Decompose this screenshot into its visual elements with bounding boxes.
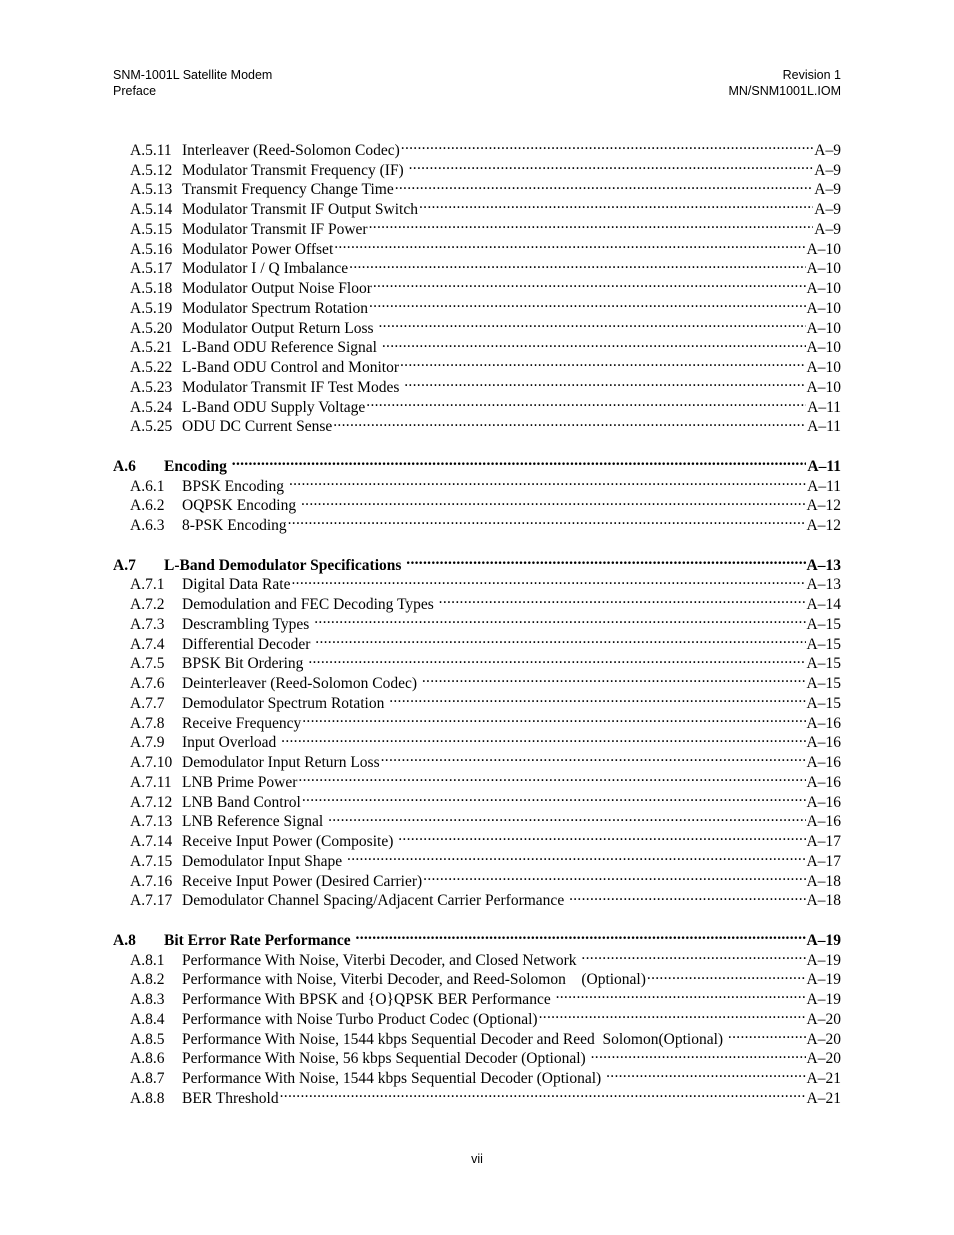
toc-entry-title: Demodulator Input Return Loss <box>182 754 380 771</box>
toc-entry-title: Receive Input Power (Composite) <box>182 833 398 850</box>
toc-entry-page: A–18 <box>806 892 841 910</box>
toc-dot-leader <box>289 471 806 491</box>
toc-entry-number: A.7.15 <box>130 852 173 870</box>
toc-entry-number: A.5.20 <box>130 319 173 337</box>
toc-entry-number: A.8.3 <box>130 991 165 1008</box>
toc-entry-title: Modulator Spectrum Rotation <box>182 299 368 317</box>
toc-entry-number: A.5.16 <box>130 240 173 258</box>
toc-entry-number: A.7.17 <box>130 892 173 910</box>
toc-entry-number: A.7.7 <box>130 694 165 712</box>
toc-dot-leader <box>647 965 806 985</box>
toc-entry-page: A–9 <box>814 201 841 218</box>
toc-entry[interactable] <box>113 135 841 159</box>
toc-entry-number: A.7 <box>113 556 136 574</box>
toc-entry-number: A.8.1 <box>130 951 165 969</box>
toc-entry-number: A.7.13 <box>130 813 173 831</box>
toc-dot-leader <box>556 984 806 1004</box>
toc-entry-page: A–16 <box>806 773 841 791</box>
toc-entry-title: LNB Band Control <box>182 793 301 811</box>
toc-entry-number: A.5.13 <box>130 181 173 199</box>
toc-entry-title: BPSK Encoding <box>182 477 288 495</box>
toc-entry-title: Input Overload <box>182 734 281 752</box>
toc-entry-page: A–16 <box>806 714 841 732</box>
toc-entry-title: Deinterleaver (Reed-Solomon Codec) <box>182 675 421 692</box>
toc-entry-page: A–16 <box>806 734 841 752</box>
section-name: Preface <box>113 84 157 98</box>
toc-entry-page: A–15 <box>806 655 841 673</box>
toc-dot-leader <box>581 945 805 965</box>
toc-dot-leader <box>400 352 806 372</box>
toc-entry-title: L-Band Demodulator Specifications <box>164 556 406 574</box>
toc-entry-page: A–10 <box>806 319 841 337</box>
toc-dot-leader <box>369 214 814 234</box>
toc-entry-title: Performance with Noise Turbo Product Codec (Optional) <box>182 1010 538 1028</box>
toc-dot-leader <box>232 451 807 471</box>
toc-entry-title: Modulator I / Q Imbalance <box>182 260 349 278</box>
toc-entry-title: Digital Data Rate <box>182 576 291 594</box>
toc-entry-title: Transmit Frequency Change Time <box>182 181 394 199</box>
toc-entry-number: A.8.6 <box>130 1050 165 1068</box>
toc-entry-number: A.5.15 <box>130 220 173 238</box>
toc-dot-leader <box>398 826 805 846</box>
toc-dot-leader <box>422 668 806 688</box>
toc-entry-page: A–9 <box>814 220 841 238</box>
toc-entry-page: A–12 <box>806 517 841 534</box>
toc-entry-title: Receive Frequency <box>182 714 302 732</box>
toc-dot-leader <box>401 135 814 155</box>
toc-dot-leader <box>298 767 805 787</box>
toc-dot-leader <box>395 175 814 195</box>
toc-entry-number: A.5.24 <box>130 398 173 416</box>
toc-entry-title: 8-PSK Encoding <box>182 517 287 534</box>
toc-dot-leader <box>409 155 814 175</box>
toc-dot-leader <box>728 1024 806 1044</box>
toc-entry-page: A–21 <box>806 1070 841 1087</box>
toc-entry-title: Receive Input Power (Desired Carrier) <box>182 872 423 890</box>
toc-section-entry[interactable] <box>113 925 841 949</box>
toc-entry-title: Bit Error Rate Performance <box>164 931 355 949</box>
toc-dot-leader <box>369 293 806 313</box>
toc-dot-leader <box>539 1004 806 1024</box>
toc-entry-number: A.7.3 <box>130 615 165 633</box>
page-header-left <box>113 67 272 99</box>
toc-entry-title: L-Band ODU Control and Monitor <box>182 359 399 376</box>
toc-dot-leader <box>569 886 805 906</box>
page-number: vii <box>471 1152 483 1166</box>
toc-entry-title: Performance With Noise, 1544 kbps Sequential Decoder (Optional) <box>182 1070 606 1087</box>
toc-dot-leader <box>280 1083 806 1103</box>
toc-entry-title: BER Threshold <box>182 1089 279 1107</box>
toc-dot-leader <box>423 866 805 886</box>
toc-dot-leader <box>404 372 805 392</box>
toc-entry-title: Differential Decoder <box>182 635 315 653</box>
toc-entry-title: Modulator Output Noise Floor <box>182 280 372 297</box>
toc-entry-page: A–16 <box>806 754 841 771</box>
toc-entry-page: A–15 <box>806 694 841 712</box>
toc-entry-title: Demodulator Input Shape <box>182 852 347 870</box>
toc-dot-leader <box>606 1063 805 1083</box>
toc-entry-page: A–15 <box>806 635 841 653</box>
toc-entry-title: Modulator Transmit IF Test Modes <box>182 378 404 396</box>
toc-entry-number: A.7.5 <box>130 655 165 673</box>
toc-entry-number: A.5.23 <box>130 378 173 396</box>
toc-entry-title: L-Band ODU Reference Signal <box>182 339 381 357</box>
toc-entry-number: A.5.18 <box>130 280 173 297</box>
toc-entry-title: Demodulator Channel Spacing/Adjacent Carrier Performance <box>182 892 569 910</box>
toc-entry-page: A–9 <box>814 161 841 179</box>
toc-entry-page: A–14 <box>806 596 841 613</box>
toc-entry-number: A.5.22 <box>130 359 173 376</box>
toc-dot-leader <box>302 708 805 728</box>
toc-dot-leader <box>288 510 806 530</box>
toc-entry-page: A–9 <box>814 141 841 159</box>
toc-entry-page: A–19 <box>806 991 841 1008</box>
toc-entry-number: A.7.6 <box>130 675 165 692</box>
toc-dot-leader <box>591 1044 806 1064</box>
toc-entry-page: A–10 <box>806 240 841 258</box>
toc-entry-number: A.6.1 <box>130 477 165 495</box>
toc-entry-page: A–19 <box>806 931 841 949</box>
toc-entry-page: A–21 <box>806 1089 841 1107</box>
toc-entry-title: LNB Reference Signal <box>182 813 328 831</box>
toc-entry-title: Modulator Transmit IF Power <box>182 220 368 238</box>
toc-entry-page: A–9 <box>814 181 841 199</box>
toc-entry-number: A.8 <box>113 931 136 949</box>
toc-dot-leader <box>334 234 805 254</box>
toc-dot-leader <box>328 807 805 827</box>
toc-entry-number: A.8.2 <box>130 971 165 989</box>
toc-entry-number: A.7.10 <box>130 754 173 771</box>
toc-entry-number: A.5.11 <box>130 141 172 159</box>
toc-entry-page: A–18 <box>806 872 841 890</box>
toc-entry-number: A.8.8 <box>130 1089 165 1107</box>
toc-entry-number: A.5.14 <box>130 201 173 218</box>
toc-entry-title: Modulator Output Return Loss <box>182 319 378 337</box>
toc-entry-title: Modulator Transmit IF Output Switch <box>182 201 418 218</box>
toc-dot-leader <box>419 194 813 214</box>
toc-entry-page: A–19 <box>806 951 841 969</box>
toc-entry-page: A–12 <box>806 497 841 515</box>
toc-entry-number: A.7.11 <box>130 773 172 791</box>
toc-dot-leader <box>301 491 806 511</box>
toc-entry-title: Demodulation and FEC Decoding Types <box>182 596 438 613</box>
toc-entry-number: A.7.9 <box>130 734 165 752</box>
toc-entry-page: A–16 <box>806 813 841 831</box>
toc-entry-number: A.8.5 <box>130 1030 165 1048</box>
toc-entry-number: A.8.4 <box>130 1010 165 1028</box>
toc-entry-title: Performance With Noise, Viterbi Decoder, and Closed Network <box>182 951 581 969</box>
toc-dot-leader <box>349 254 805 274</box>
toc-entry-number: A.7.14 <box>130 833 173 850</box>
toc-entry-page: A–10 <box>806 339 841 357</box>
toc-entry-number: A.7.16 <box>130 872 173 890</box>
toc-entry-page: A–15 <box>806 615 841 633</box>
toc-section-entry[interactable] <box>113 451 841 475</box>
document-title: SNM-1001L Satellite Modem <box>113 68 273 82</box>
toc-entry-title: Interleaver (Reed-Solomon Codec) <box>182 141 400 159</box>
toc-entry-page: A–10 <box>806 299 841 317</box>
toc-entry-title: Performance With BPSK and {O}QPSK BER Performance <box>182 991 555 1008</box>
toc-entry-number: A.6 <box>113 457 136 475</box>
toc-dot-leader <box>314 609 805 629</box>
toc-entry-number: A.5.19 <box>130 299 173 317</box>
toc-dot-leader <box>308 649 805 669</box>
toc-entry-title: Modulator Power Offset <box>182 240 334 258</box>
toc-entry-number: A.5.17 <box>130 260 173 278</box>
toc-dot-leader <box>291 570 805 590</box>
toc-dot-leader <box>356 925 806 945</box>
toc-entry-number: A.6.2 <box>130 497 165 515</box>
toc-dot-leader <box>382 333 806 353</box>
toc-entry-page: A–13 <box>806 556 841 574</box>
toc-entry-title: L-Band ODU Supply Voltage <box>182 398 366 416</box>
toc-dot-leader <box>406 550 805 570</box>
toc-entry-page: A–11 <box>807 398 841 416</box>
toc-entry-number: A.8.7 <box>130 1070 165 1087</box>
toc-entry-title: Performance With Noise, 1544 kbps Sequential Decoder and Reed Solomon(Optional) <box>182 1030 727 1048</box>
toc-entry-title: BPSK Bit Ordering <box>182 655 308 673</box>
toc-entry-title: ODU DC Current Sense <box>182 418 333 436</box>
toc-entry-title: Modulator Transmit Frequency (IF) <box>182 161 408 179</box>
page-header-right <box>728 67 841 99</box>
toc-entry-title: Performance With Noise, 56 kbps Sequential Decoder (Optional) <box>182 1050 590 1068</box>
toc-dot-leader <box>378 313 805 333</box>
toc-dot-leader <box>315 629 805 649</box>
toc-entry-number: A.7.12 <box>130 793 173 811</box>
toc-entry-page: A–20 <box>806 1030 841 1048</box>
toc-entry-page: A–11 <box>807 477 841 495</box>
toc-dot-leader <box>439 589 806 609</box>
toc-entry-page: A–20 <box>806 1050 841 1068</box>
toc-dot-leader <box>366 392 806 412</box>
toc-entry-number: A.5.21 <box>130 339 173 357</box>
toc-entry-number: A.5.25 <box>130 418 173 436</box>
toc-entry-number: A.7.1 <box>130 576 165 594</box>
toc-entry-page: A–10 <box>806 359 841 376</box>
toc-dot-leader <box>373 273 806 293</box>
toc-entry-title: LNB Prime Power <box>182 773 298 791</box>
toc-dot-leader <box>347 846 806 866</box>
toc-entry-number: A.6.3 <box>130 517 165 534</box>
toc-entry-number: A.7.2 <box>130 596 165 613</box>
table-of-contents <box>113 135 841 1107</box>
toc-entry-page: A–20 <box>806 1010 841 1028</box>
toc-entry-page: A–10 <box>806 378 841 396</box>
toc-entry-number: A.7.8 <box>130 714 165 732</box>
toc-dot-leader <box>281 728 805 748</box>
toc-entry-page: A–10 <box>806 260 841 278</box>
toc-dot-leader <box>302 787 806 807</box>
document-number: MN/SNM1001L.IOM <box>728 84 841 98</box>
toc-entry-page: A–13 <box>806 576 841 594</box>
toc-dot-leader <box>381 747 806 767</box>
revision-label: Revision 1 <box>782 68 841 82</box>
toc-entry-page: A–17 <box>806 852 841 870</box>
toc-entry-title: Encoding <box>164 457 231 475</box>
toc-entry-page: A–16 <box>806 793 841 811</box>
toc-entry-number: A.7.4 <box>130 635 165 653</box>
toc-entry-page: A–15 <box>806 675 841 692</box>
toc-entry-number: A.5.12 <box>130 161 173 179</box>
toc-entry-title: OQPSK Encoding <box>182 497 300 515</box>
toc-entry-page: A–10 <box>806 280 841 297</box>
toc-entry-title: Descrambling Types <box>182 615 314 633</box>
toc-section-entry[interactable] <box>113 550 841 574</box>
toc-entry-title: Performance with Noise, Viterbi Decoder, and Reed-Solomon (Optional) <box>182 971 646 989</box>
toc-entry-page: A–11 <box>807 457 841 475</box>
toc-entry-page: A–19 <box>806 971 841 989</box>
toc-dot-leader <box>389 688 805 708</box>
toc-entry-title: Demodulator Spectrum Rotation <box>182 694 389 712</box>
toc-dot-leader <box>333 412 806 432</box>
toc-entry-page: A–11 <box>807 418 841 436</box>
toc-entry-page: A–17 <box>806 833 841 850</box>
